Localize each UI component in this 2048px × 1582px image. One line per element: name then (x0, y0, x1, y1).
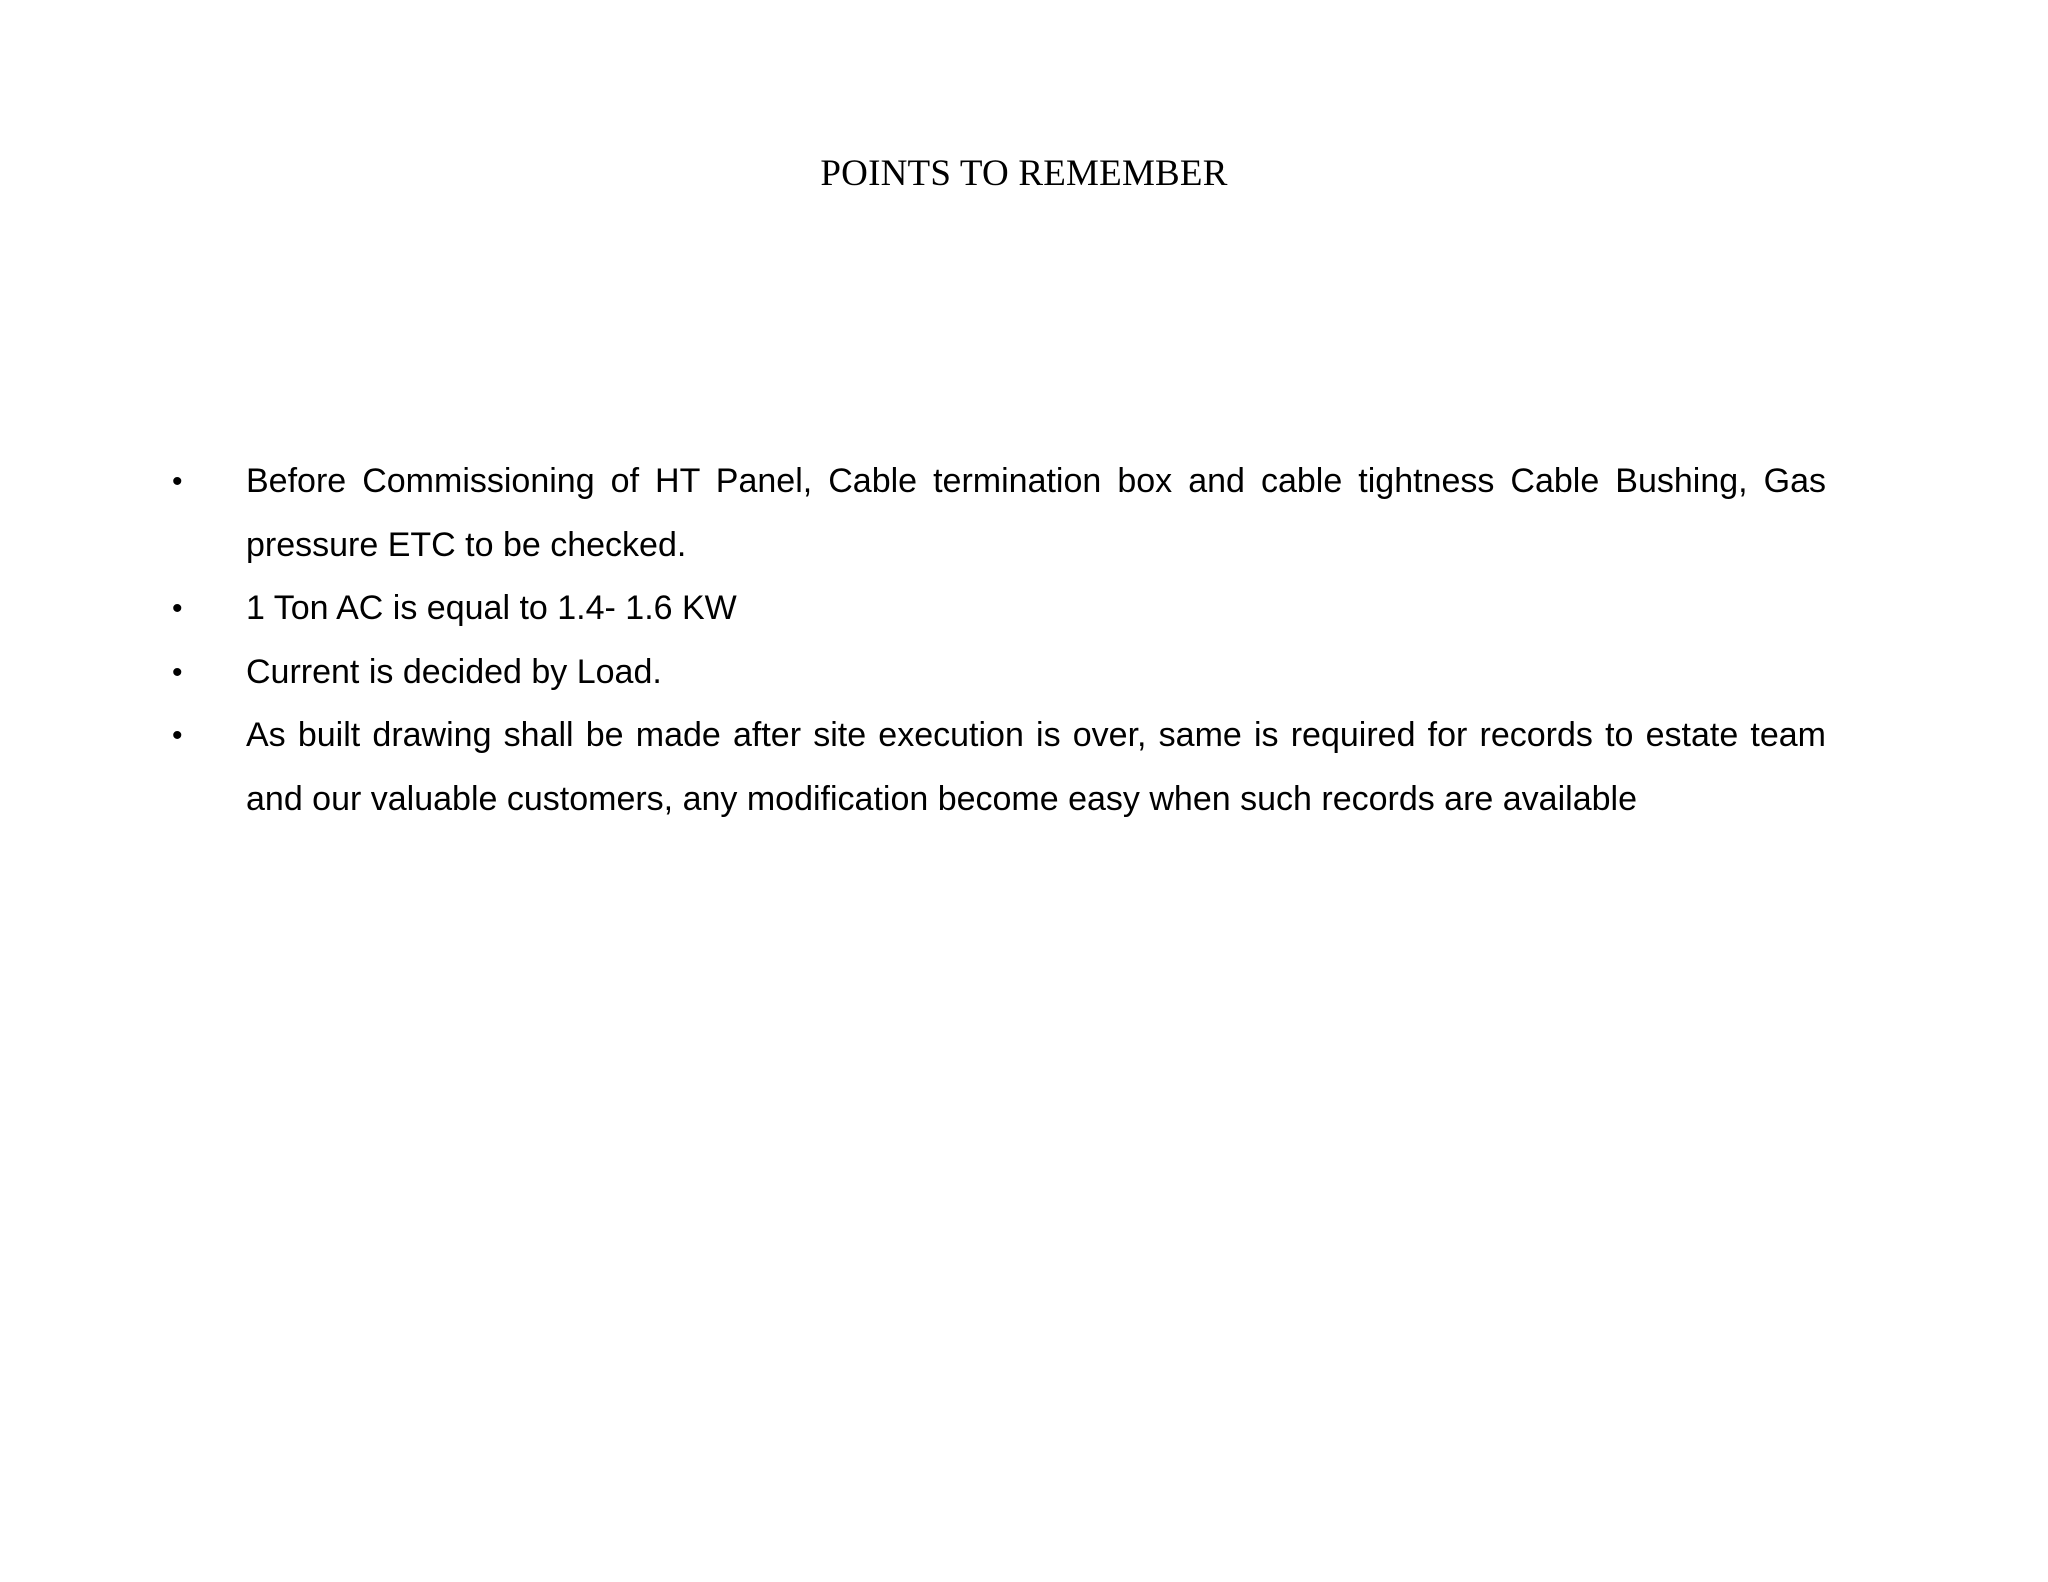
bullet-icon: • (172, 465, 183, 498)
bullet-icon: • (172, 592, 183, 625)
list-item (172, 450, 1826, 577)
list-item (172, 577, 1826, 641)
bullet-icon: • (172, 655, 183, 689)
points-list (172, 450, 1826, 831)
bullet-icon: • (172, 719, 183, 752)
point-text: As built drawing shall be made after site execution is over, same is required for records to estate team and our valuable customers, any modification become easy when such records are available (246, 716, 1826, 818)
point-text: Current is decided by Load. (246, 652, 662, 691)
point-text: Before Commissioning of HT Panel, Cable termination box and cable tightness Cable Bushing, Gas pressure ETC to be checked. (246, 462, 1826, 564)
page-title: POINTS TO REMEMBER (820, 153, 1228, 194)
list-item (172, 704, 1826, 831)
list-item (172, 641, 1826, 705)
point-text: 1 Ton AC is equal to 1.4- 1.6 KW (246, 589, 737, 627)
